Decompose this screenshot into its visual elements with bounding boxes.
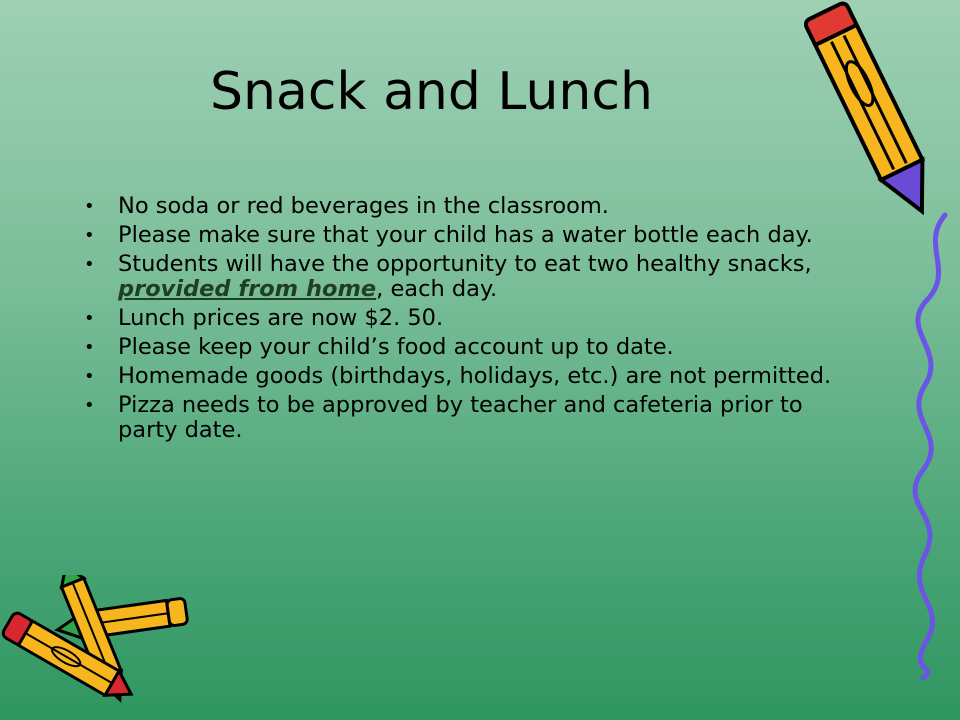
bullet-text: No soda or red beverages in the classroom. [118,193,609,219]
bullet-dot: • [84,225,95,246]
bullet-dot: • [84,196,95,217]
squiggle-line [905,210,960,680]
bullet-item [82,335,862,360]
bullet-item [82,393,862,443]
bullet-text: Please make sure that your child has a water bottle each day. [118,222,813,248]
pencil-icon [800,0,950,230]
bullet-text: Homemade goods (birthdays, holidays, etc.) are not permitted. [118,363,832,389]
bullet-text: Lunch prices are now $2. 50. [118,305,444,331]
bullet-item [82,306,862,331]
bullet-dot: • [84,254,95,275]
bullet-emphasis: provided from home [118,276,377,302]
crossed-pencils-icon [0,575,200,715]
bullet-dot: • [84,395,95,416]
bullet-item [82,223,862,248]
bullet-text-after: , each day. [376,276,498,302]
bullet-item [82,252,862,302]
bullet-item [82,194,862,219]
bullet-item [82,364,862,389]
bullet-list [82,194,862,447]
bullet-text-before: Students will have the opportunity to eat two healthy snacks, [118,251,812,277]
bullet-dot: • [84,337,95,358]
slide-title: Snack and Lunch [210,62,653,122]
bullet-text: Please keep your child’s food account up to date. [118,334,674,360]
bullet-dot: • [84,366,95,387]
bullet-dot: • [84,308,95,329]
bullet-text: Pizza needs to be approved by teacher and cafeteria prior to party date. [118,392,803,443]
